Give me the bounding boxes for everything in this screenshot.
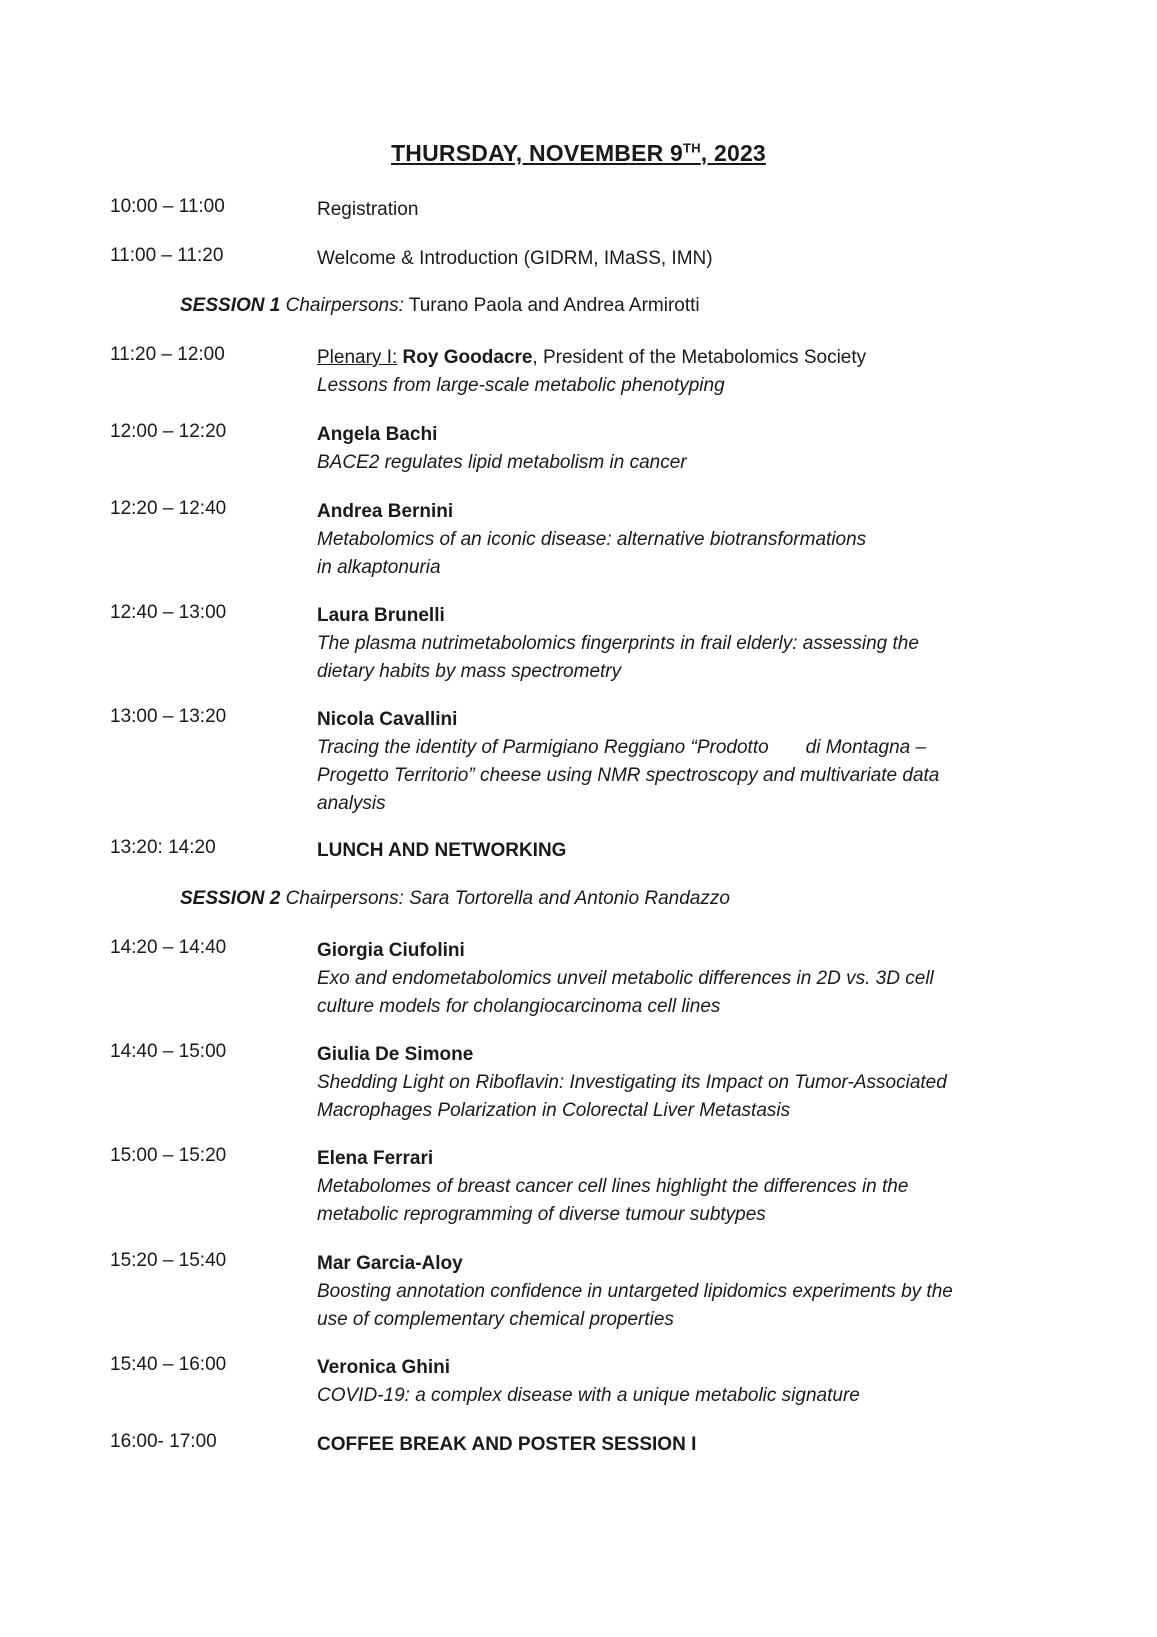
talk-title-line: in alkaptonuria xyxy=(317,557,441,578)
speaker-name: Mar Garcia-Aloy xyxy=(317,1253,463,1274)
time-slot: 11:20 – 12:00 xyxy=(110,344,225,365)
break-label: COFFEE BREAK AND POSTER SESSION I xyxy=(317,1434,697,1455)
speaker-affiliation: , President of the Metabolomics Society xyxy=(532,347,867,368)
talk-title: Lessons from large-scale metabolic phenotyping xyxy=(317,375,725,396)
time-slot: 15:40 – 16:00 xyxy=(110,1354,227,1375)
talk-title-line: Exo and endometabolomics unveil metabolic differences in 2D vs. 3D cell xyxy=(317,968,934,989)
talk-title-line: culture models for cholangiocarcinoma cell lines xyxy=(317,996,721,1017)
talk-title: BACE2 regulates lipid metabolism in cancer xyxy=(317,452,687,473)
speaker-name: Roy Goodacre xyxy=(402,347,533,368)
time-slot: 12:00 – 12:20 xyxy=(110,421,227,442)
talk-title-line: analysis xyxy=(317,793,386,814)
time-slot: 15:00 – 15:20 xyxy=(110,1145,227,1166)
time-slot: 16:00- 17:00 xyxy=(110,1431,217,1452)
speaker-name: Veronica Ghini xyxy=(317,1357,451,1378)
event-text: Welcome & Introduction (GIDRM, IMaSS, IMN) xyxy=(317,248,713,269)
talk-title-line: dietary habits by mass spectrometry xyxy=(317,661,622,682)
break-label: LUNCH AND NETWORKING xyxy=(317,840,567,861)
chair-label: Chairpersons: xyxy=(285,295,404,316)
chair-label: Chairpersons: Sara Tortorella and Antonio Randazzo xyxy=(285,888,730,909)
title-main: THURSDAY, NOVEMBER 9 xyxy=(391,140,684,166)
time-slot: 11:00 – 11:20 xyxy=(110,245,224,266)
session-label: SESSION 1 xyxy=(180,295,281,316)
session-label: SESSION 2 xyxy=(180,888,281,909)
talk-title-line: Progetto Territorio” cheese using NMR spectroscopy and multivariate data xyxy=(317,765,940,786)
plenary-label: Plenary I: xyxy=(317,347,398,368)
time-slot: 12:40 – 13:00 xyxy=(110,602,227,623)
speaker-name: Nicola Cavallini xyxy=(317,709,458,730)
speaker-name: Giorgia Ciufolini xyxy=(317,940,465,961)
time-slot: 14:40 – 15:00 xyxy=(110,1041,227,1062)
talk-title-line: Shedding Light on Riboflavin: Investigating its Impact on Tumor-Associated xyxy=(317,1072,947,1093)
session-header xyxy=(180,295,700,317)
time-slot: 13:00 – 13:20 xyxy=(110,706,227,727)
time-slot: 12:20 – 12:40 xyxy=(110,498,227,519)
talk-title-line: The plasma nutrimetabolomics fingerprints in frail elderly: assessing the xyxy=(317,633,919,654)
time-slot: 13:20: 14:20 xyxy=(110,837,216,858)
speaker-name: Andrea Bernini xyxy=(317,501,454,522)
event-text: Registration xyxy=(317,199,419,220)
speaker-name: Angela Bachi xyxy=(317,424,438,445)
talk-title-line: Boosting annotation confidence in untargeted lipidomics experiments by the xyxy=(317,1281,953,1302)
page-title xyxy=(0,140,1157,167)
talk-title-line: Macrophages Polarization in Colorectal Liver Metastasis xyxy=(317,1100,791,1121)
speaker-name: Elena Ferrari xyxy=(317,1148,434,1169)
talk-title-line: Metabolomics of an iconic disease: alternative biotransformations xyxy=(317,529,867,550)
talk-title-line: Metabolomes of breast cancer cell lines highlight the differences in the xyxy=(317,1176,909,1197)
talk-title: COVID-19: a complex disease with a unique metabolic signature xyxy=(317,1385,860,1406)
talk-title-line: metabolic reprogramming of diverse tumour subtypes xyxy=(317,1204,766,1225)
talk-title-line: use of complementary chemical properties xyxy=(317,1309,674,1330)
talk-title-line: Tracing the identity of Parmigiano Reggiano “Prodotto di Montagna – xyxy=(317,737,927,758)
title-tail: , 2023 xyxy=(700,140,766,166)
session-header xyxy=(180,888,730,910)
time-slot: 15:20 – 15:40 xyxy=(110,1250,227,1271)
chairpersons: Turano Paola and Andrea Armirotti xyxy=(408,295,700,316)
time-slot: 10:00 – 11:00 xyxy=(110,196,225,217)
title-superscript: TH xyxy=(683,140,701,156)
time-slot: 14:20 – 14:40 xyxy=(110,937,227,958)
speaker-name: Laura Brunelli xyxy=(317,605,445,626)
speaker-name: Giulia De Simone xyxy=(317,1044,474,1065)
